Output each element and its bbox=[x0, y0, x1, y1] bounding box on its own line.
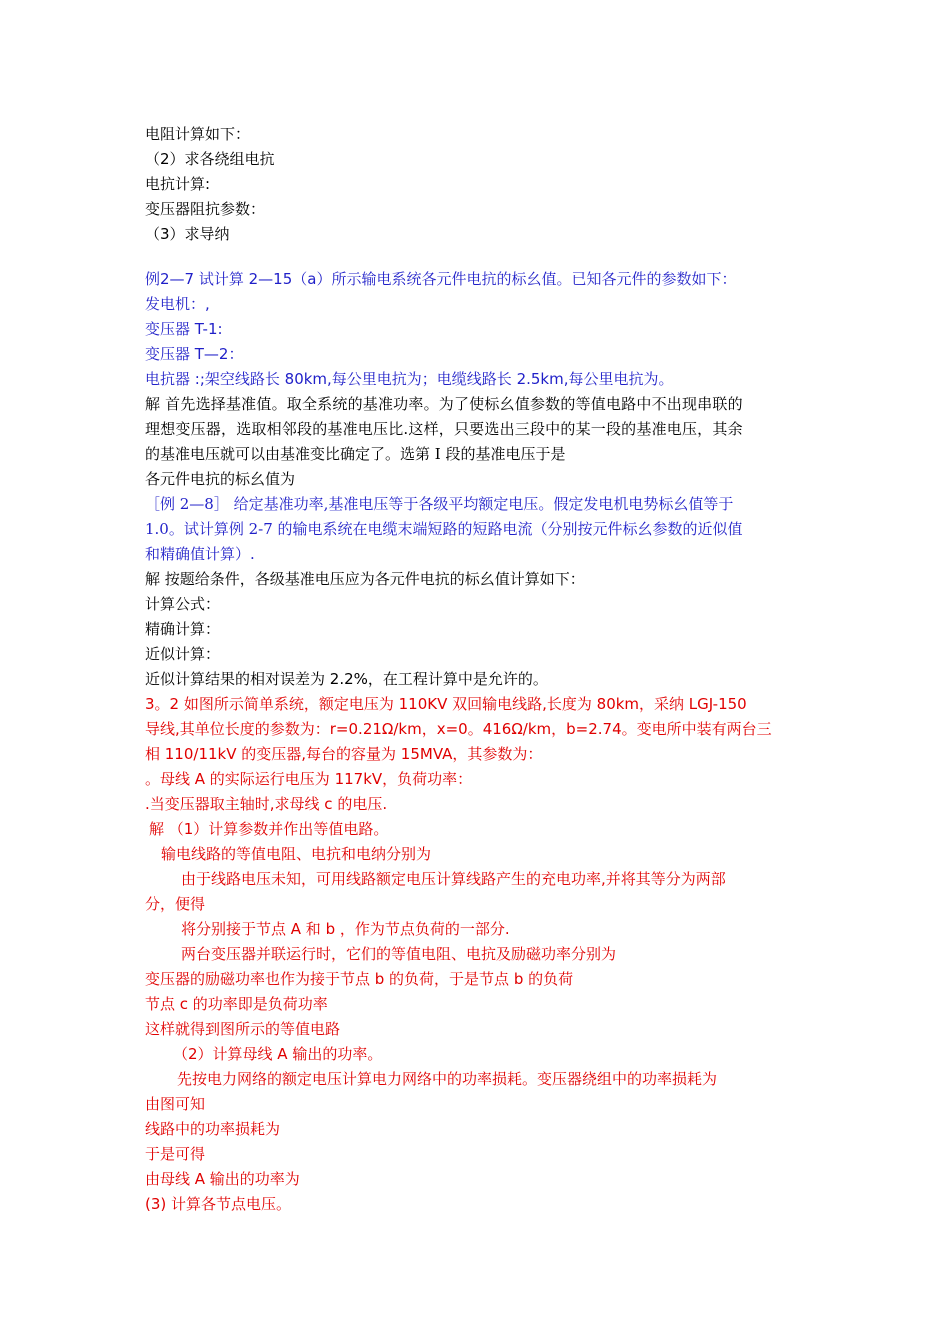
text-line: 近似计算结果的相对误差为 2.2%，在工程计算中是允许的。 bbox=[145, 670, 548, 688]
text-line: .当变压器取主轴时,求母线 c 的电压. bbox=[145, 795, 388, 813]
text-line: 导线,其单位长度的参数为：r=0.21Ω/km，x=0。416Ω/km，b=2.74。变电所中装有两台三 bbox=[145, 720, 772, 738]
text-line: （3）求导纳 bbox=[145, 225, 230, 243]
text-line: 。母线 A 的实际运行电压为 117kV，负荷功率： bbox=[145, 770, 473, 788]
example-2-7-heading: 例2—7 试计算 2—15（a）所示输电系统各元件电抗的标幺值。已知各元件的参数如下： bbox=[145, 270, 737, 288]
text-line: 变压器的励磁功率也作为接于节点 b 的负荷，于是节点 b 的负荷 bbox=[145, 970, 574, 988]
text-line: 电抗计算: bbox=[145, 175, 211, 193]
text-line: 解 （1）计算参数并作出等值电路。 bbox=[149, 820, 389, 838]
text-line: 先按电力网络的额定电压计算电力网络中的功率损耗。变压器绕组中的功率损耗为 bbox=[177, 1070, 718, 1088]
text-line: 变压器阻抗参数： bbox=[145, 200, 266, 218]
text-line: 电阻计算如下： bbox=[145, 125, 251, 143]
text-line: 解 首先选择基准值。取全系统的基准功率。为了使标幺值参数的等值电路中不出现串联的 bbox=[145, 395, 743, 413]
document-page bbox=[145, 122, 810, 1217]
text-line: 由母线 A 输出的功率为 bbox=[145, 1170, 300, 1188]
text-line: 于是可得 bbox=[145, 1145, 206, 1163]
text-line: 近似计算： bbox=[145, 645, 221, 663]
text-line: 两台变压器并联运行时，它们的等值电阻、电抗及励磁功率分别为 bbox=[181, 945, 617, 963]
text-line: 将分别接于节点 A 和 b ，作为节点负荷的一部分. bbox=[181, 920, 510, 938]
text-line: （2）计算母线 A 输出的功率。 bbox=[173, 1045, 383, 1063]
text-line: 各元件电抗的标幺值为 bbox=[145, 470, 296, 488]
text-line: 计算公式： bbox=[145, 595, 221, 613]
text-line: 线路中的功率损耗为 bbox=[145, 1120, 281, 1138]
text-line: 相 110/11kV 的变压器,每台的容量为 15MVA，其参数为： bbox=[145, 745, 543, 763]
text-line: （2）求各绕组电抗 bbox=[145, 150, 275, 168]
text-line: 输电线路的等值电阻、电抗和电纳分别为 bbox=[161, 845, 432, 863]
text-line: 这样就得到图所示的等值电路 bbox=[145, 1020, 341, 1038]
text-line: 由图可知 bbox=[145, 1095, 206, 1113]
text-line: 和精确值计算）. bbox=[145, 545, 255, 563]
text-line: 发电机：, bbox=[145, 295, 210, 313]
problem-3-2-heading: 3。2 如图所示简单系统，额定电压为 110KV 双回输电线路,长度为 80km，采纳 LGJ-150 bbox=[145, 695, 747, 713]
text-line: 变压器 T-1: bbox=[145, 320, 223, 338]
text-line: 精确计算： bbox=[145, 620, 221, 638]
text-line: (3) 计算各节点电压。 bbox=[145, 1195, 292, 1213]
paragraph-gap bbox=[145, 247, 810, 267]
text-line: 节点 c 的功率即是负荷功率 bbox=[145, 995, 328, 1013]
text-line: 变压器 T—2： bbox=[145, 345, 244, 363]
example-2-8-heading: ［例 2—8］ 给定基准功率,基准电压等于各级平均额定电压。假定发电机电势标幺值等于 bbox=[145, 495, 734, 513]
text-line: 1.0。试计算例 2-7 的输电系统在电缆末端短路的短路电流（分别按元件标幺参数的近似值 bbox=[145, 520, 743, 538]
text-line: 电抗器 :;架空线路长 80km,每公里电抗为；电缆线路长 2.5km,每公里电抗为。 bbox=[145, 370, 674, 388]
text-line: 的基准电压就可以由基准变比确定了。选第 I 段的基准电压于是 bbox=[145, 445, 566, 463]
text-line: 理想变压器，选取相邻段的基准电压比.这样，只要选出三段中的某一段的基准电压，其余 bbox=[145, 420, 743, 438]
text-line: 解 按题给条件，各级基准电压应为各元件电抗的标幺值计算如下： bbox=[145, 570, 585, 588]
text-line: 由于线路电压未知，可用线路额定电压计算线路产生的充电功率,并将其等分为两部 bbox=[181, 870, 726, 888]
text-line: 分，便得 bbox=[145, 895, 206, 913]
